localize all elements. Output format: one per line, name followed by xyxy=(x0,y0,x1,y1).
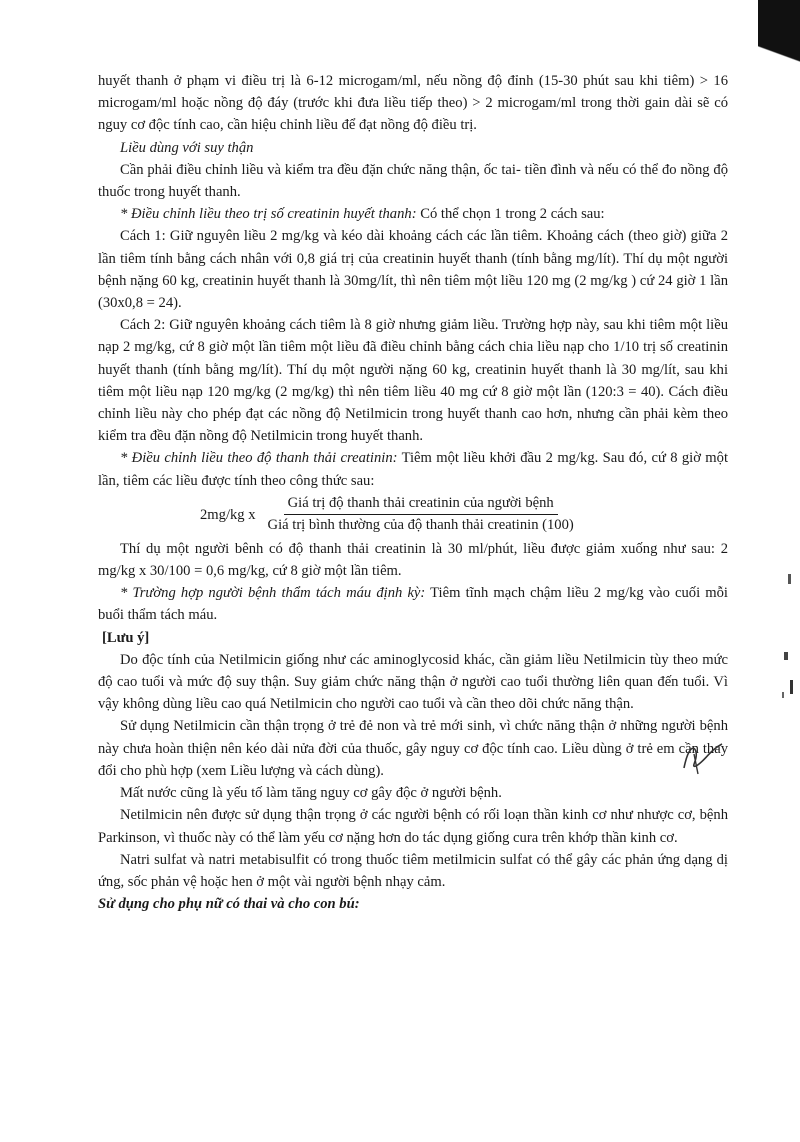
paragraph-toxicity-elderly: Do độc tính của Netilmicin giống như các aminoglycosid khác, cần giảm liều Netilmicin tùy theo mức độ cao tuổi và mức độ suy thận. Suy giảm chức năng thận ở người cao tuổi thường liên quan đến tuổi. Vì vậy không dùng liều cao quá Netilmicin cho người cao tuổi và cần theo dõi chức năng thận. xyxy=(98,651,728,713)
formula-lhs: 2mg/kg x xyxy=(200,506,256,523)
paragraph-neonates: Sử dụng Netilmicin cần thận trọng ở trẻ đẻ non và trẻ mới sinh, vì chức năng thận ở những người bệnh này chưa hoàn thiện nên kéo dài nửa đời của thuốc, gây nguy cơ độc tính cao. Liều dùng ở trẻ em cần thay đổi cho phù hợp (xem Liều lượng và cách dùng). xyxy=(98,718,728,779)
document-body xyxy=(98,70,728,915)
paragraph-clearance-example: Thí dụ một người bênh có độ thanh thải creatinin là 30 ml/phút, liều được giảm xuống như sau: 2 mg/kg x 30/100 = 0,6 mg/kg, cứ 8 giờ một lần tiêm. xyxy=(98,540,728,580)
creatinine-adjust-text: Có thể chọn 1 trong 2 cách sau: xyxy=(416,206,605,223)
formula-fraction xyxy=(264,494,578,535)
formula-denominator: Giá trị bình thường của độ thanh thải creatinin (100) xyxy=(267,517,574,534)
dialysis-lead: * Trường hợp người bệnh thẩm tách máu định kỳ: xyxy=(120,585,426,602)
paragraph-neuromuscular: Netilmicin nên được sử dụng thận trọng ở các người bệnh có rối loạn thần kinh cơ như nhược cơ, bệnh Parkinson, vì thuốc này có thể làm yếu cơ nặng hơn do tác dụng giống cura trên khớp thần kinh cơ. xyxy=(98,807,728,846)
creatinine-adjust-lead: * Điều chỉnh liều theo trị số creatinin huyết thanh: xyxy=(120,206,417,223)
paragraph-clearance-adjust xyxy=(98,447,728,491)
dialysis-text: Tiêm tĩnh mạch chậm liều 2 mg/kg vào cuối mỗi buổi thẩm tách máu. xyxy=(98,585,728,624)
paragraph-serum-levels: huyết thanh ở phạm vi điều trị là 6-12 microgam/ml, nếu nồng độ đỉnh (15-30 phút sau khi tiêm) > 16 microgam/ml hoặc nồng độ đáy (trước khi đưa liều tiếp theo) > 2 microgam/ml trong thời gain dài sẽ có nguy cơ độc tính cao, cần hiệu chỉnh liều để đạt nồng độ điều trị. xyxy=(98,73,728,134)
scan-margin-marks xyxy=(776,560,796,720)
formula-numerator: Giá trị độ thanh thải creatinin của người bệnh xyxy=(284,494,558,515)
paragraph-renal-monitoring: Cần phải điều chỉnh liều và kiểm tra đều đặn chức năng thận, ốc tai- tiền đình và nếu có thể đo nồng độ thuốc trong huyết thanh. xyxy=(98,161,728,201)
scan-corner-shadow xyxy=(758,0,800,120)
paragraph-method-2: Cách 2: Giữ nguyên khoảng cách tiêm là 8 giờ nhưng giảm liều. Trường hợp này, sau khi tiêm một liều nạp 2 mg/kg, cứ 8 giờ một lần tiêm một liều đã điều chỉnh bằng cách chia liều nạp cho 1/10 trị số creatinin huyết thanh (tính bằng mg/lít). Thí dụ một người nặng 60 kg, creatinin huyết thanh là 30 mg/lít, sau khi tiêm một liều nạp 120 mg/kg (2 mg/kg) thì nên tiêm liều 40 mg cứ 8 giờ một lần (120:3 = 40). Cách điều chỉnh liều này cho phép đạt các nồng độ Netilmicin trong huyết thanh cao hơn, nhưng cần phải kèm theo kiểm tra đều đặn nồng độ Netilmicin trong huyết thanh. xyxy=(98,317,728,445)
clearance-adjust-lead: * Điều chỉnh liều theo độ thanh thải creatinin: xyxy=(120,450,398,467)
paragraph-sulfites: Natri sulfat và natri metabisulfit có trong thuốc tiêm metilmicin sulfat có thể gây các phản ứng dạng dị ứng, sốc phản vệ hoặc hen ở một vài người bệnh nhạy cảm. xyxy=(98,851,728,890)
paragraph-dehydration: Mất nước cũng là yếu tố làm tăng nguy cơ gây độc ở người bệnh. xyxy=(120,785,502,802)
dose-formula xyxy=(200,494,728,536)
paragraph-method-1: Cách 1: Giữ nguyên liều 2 mg/kg và kéo dài khoảng cách các lần tiêm. Khoảng cách (theo giờ) giữa 2 lần tiêm tính bằng cách nhân với 0,8 giá trị của creatinin huyết thanh (tính bằng mg/lít). Thí dụ một người bệnh nặng 60 kg, creatinin huyết thanh là 30mg/lít, thì nên tiêm một liều 120 mg (2 mg/kg ) cứ 24 giờ 1 lần (30x0,8 = 24). xyxy=(98,228,728,312)
heading-note: [Lưu ý] xyxy=(102,629,150,646)
heading-renal-dosing: Liều dùng với suy thận xyxy=(120,139,254,156)
paragraph-dialysis xyxy=(98,582,728,626)
heading-pregnancy: Sử dụng cho phụ nữ có thai và cho con bú: xyxy=(98,896,360,913)
handwritten-initials xyxy=(676,738,726,778)
paragraph-creatinine-adjust xyxy=(98,203,728,225)
clearance-adjust-text: Tiêm một liều khởi đầu 2 mg/kg. Sau đó, cứ 8 giờ một lần, tiêm các liều được tính theo công thức sau: xyxy=(98,450,728,489)
